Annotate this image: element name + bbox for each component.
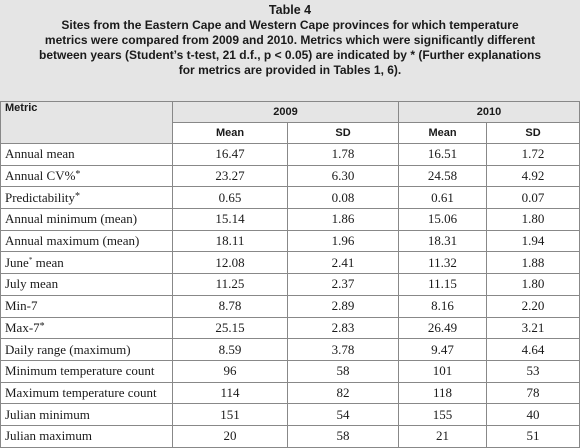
mean-2009-cell: 12.08	[173, 252, 288, 274]
table-body	[1, 144, 580, 448]
mean-2009-cell: 15.14	[173, 209, 288, 231]
sd-2009-cell: 2.37	[288, 274, 399, 296]
table-row	[1, 404, 580, 426]
sd-2009-cell: 3.78	[288, 339, 399, 361]
metric-name-cell	[1, 187, 173, 209]
sd-2010-cell: 4.64	[487, 339, 580, 361]
caption-line-3: between years (Student’s t-test, 21 d.f., p < 0.05) are indicated by * (Further explanations	[38, 48, 542, 62]
metric-name: Predictability	[5, 189, 76, 205]
mean-2010-cell: 155	[399, 404, 487, 426]
sd-2010-cell: 1.72	[487, 144, 580, 166]
caption-line-4: for metrics are provided in Tables 1, 6).	[178, 63, 402, 77]
sd-2010-cell: 78	[487, 382, 580, 404]
sd-2010-cell: 1.88	[487, 252, 580, 274]
year-header-2009: 2009	[173, 102, 399, 123]
sd-header-2009: SD	[288, 123, 399, 144]
mean-2009-cell: 25.15	[173, 317, 288, 339]
table-row	[1, 425, 580, 447]
significance-marker: *	[75, 190, 81, 202]
metric-name: July mean	[5, 276, 59, 292]
mean-2009-cell: 23.27	[173, 165, 288, 187]
metric-name: Daily range (maximum)	[5, 341, 131, 357]
significance-marker: *	[28, 255, 33, 264]
mean-2010-cell: 24.58	[399, 165, 487, 187]
significance-marker: *	[39, 320, 45, 332]
mean-2009-cell: 16.47	[173, 144, 288, 166]
sd-2009-cell: 54	[288, 404, 399, 426]
table-row	[1, 252, 580, 274]
metric-name: Minimum temperature count	[5, 363, 155, 379]
metric-name: Annual mean	[5, 146, 75, 162]
mean-2009-cell: 20	[173, 425, 288, 447]
metric-name-cell	[1, 382, 173, 404]
metric-name: June	[5, 254, 29, 270]
table-row	[1, 295, 580, 317]
significance-marker: *	[75, 169, 81, 181]
mean-2009-cell: 96	[173, 360, 288, 382]
metric-name-cell	[1, 252, 173, 274]
caption-line-2: metrics were compared from 2009 and 2010. Metrics which were significantly different	[44, 33, 536, 47]
sd-2010-cell: 3.21	[487, 317, 580, 339]
mean-2010-cell: 18.31	[399, 230, 487, 252]
sd-2009-cell: 6.30	[288, 165, 399, 187]
table-row	[1, 382, 580, 404]
table-caption	[0, 0, 580, 101]
table-row	[1, 209, 580, 231]
metric-name: Julian maximum	[5, 428, 93, 444]
sd-2009-cell: 0.08	[288, 187, 399, 209]
metric-name: Min-7	[5, 298, 38, 314]
table-row	[1, 274, 580, 296]
sd-2009-cell: 2.41	[288, 252, 399, 274]
metric-name-cell	[1, 360, 173, 382]
mean-2009-cell: 151	[173, 404, 288, 426]
table-row	[1, 144, 580, 166]
mean-2010-cell: 9.47	[399, 339, 487, 361]
mean-2010-cell: 118	[399, 382, 487, 404]
sd-2009-cell: 1.86	[288, 209, 399, 231]
mean-2010-cell: 16.51	[399, 144, 487, 166]
table-row	[1, 187, 580, 209]
table-row	[1, 339, 580, 361]
metric-name: Julian minimum	[5, 406, 90, 422]
sd-2010-cell: 4.92	[487, 165, 580, 187]
mean-2009-cell: 8.59	[173, 339, 288, 361]
metric-name-cell	[1, 317, 173, 339]
sd-2009-cell: 1.96	[288, 230, 399, 252]
metric-name-cell	[1, 230, 173, 252]
metric-name-cell	[1, 274, 173, 296]
sd-2010-cell: 1.80	[487, 274, 580, 296]
metric-name: Max-7	[5, 319, 40, 335]
mean-2009-cell: 0.65	[173, 187, 288, 209]
metric-name-cell	[1, 404, 173, 426]
mean-2009-cell: 18.11	[173, 230, 288, 252]
sd-2010-cell: 51	[487, 425, 580, 447]
sd-2009-cell: 2.83	[288, 317, 399, 339]
sd-2010-cell: 53	[487, 360, 580, 382]
metric-name-cell	[1, 339, 173, 361]
mean-header-2010: Mean	[399, 123, 487, 144]
data-table	[0, 101, 580, 448]
sd-2009-cell: 58	[288, 360, 399, 382]
sd-2009-cell: 58	[288, 425, 399, 447]
table-row	[1, 165, 580, 187]
mean-2009-cell: 8.78	[173, 295, 288, 317]
mean-2010-cell: 26.49	[399, 317, 487, 339]
mean-2009-cell: 114	[173, 382, 288, 404]
sd-2010-cell: 1.94	[487, 230, 580, 252]
mean-header-2009: Mean	[173, 123, 288, 144]
mean-2010-cell: 15.06	[399, 209, 487, 231]
table-row	[1, 230, 580, 252]
metric-name-rest: mean	[32, 254, 64, 270]
sd-2009-cell: 82	[288, 382, 399, 404]
metric-name-cell	[1, 144, 173, 166]
sd-2009-cell: 2.89	[288, 295, 399, 317]
sd-2010-cell: 2.20	[487, 295, 580, 317]
sd-2010-cell: 0.07	[487, 187, 580, 209]
metric-name: Annual minimum (mean)	[5, 211, 138, 227]
mean-2010-cell: 0.61	[399, 187, 487, 209]
metric-name-cell	[1, 165, 173, 187]
metric-name-cell	[1, 425, 173, 447]
mean-2009-cell: 11.25	[173, 274, 288, 296]
mean-2010-cell: 8.16	[399, 295, 487, 317]
metric-name: Annual CV%	[5, 168, 76, 184]
caption-line-1: Sites from the Eastern Cape and Western Cape provinces for which temperature	[61, 18, 519, 32]
sd-header-2010: SD	[487, 123, 580, 144]
mean-2010-cell: 11.15	[399, 274, 487, 296]
mean-2010-cell: 11.32	[399, 252, 487, 274]
year-header-2010: 2010	[399, 102, 580, 123]
metric-column-header: Metric	[1, 102, 173, 144]
sd-2009-cell: 1.78	[288, 144, 399, 166]
sd-2010-cell: 40	[487, 404, 580, 426]
metric-name-cell	[1, 209, 173, 231]
metric-name: Maximum temperature count	[5, 384, 157, 400]
table-title: Table 4	[268, 3, 312, 17]
table-row	[1, 317, 580, 339]
metric-name: Annual maximum (mean)	[5, 233, 140, 249]
table-row	[1, 360, 580, 382]
sd-2010-cell: 1.80	[487, 209, 580, 231]
metric-name-cell	[1, 295, 173, 317]
mean-2010-cell: 21	[399, 425, 487, 447]
mean-2010-cell: 101	[399, 360, 487, 382]
year-header-row	[1, 102, 580, 123]
